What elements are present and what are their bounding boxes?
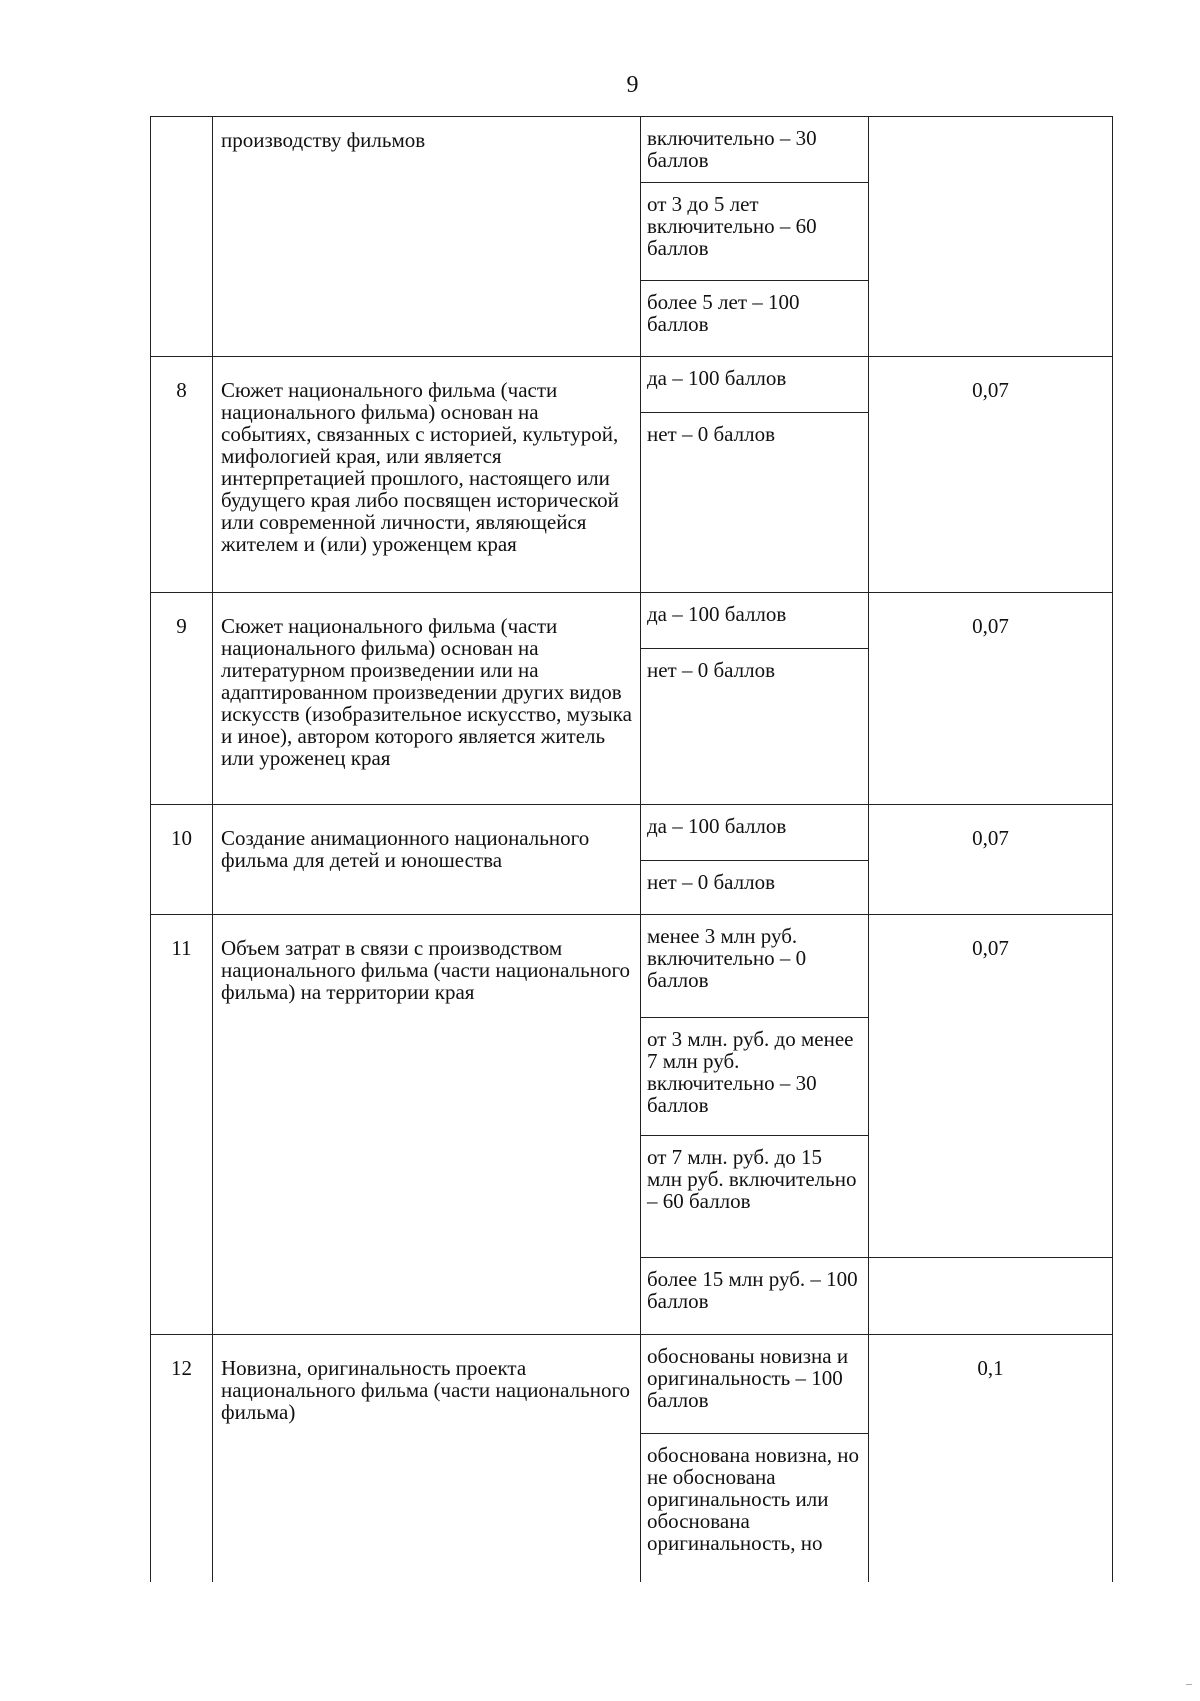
criterion-cell: Создание анимационного национального фильма для детей и юношества	[213, 805, 641, 915]
criterion-cell: Новизна, оригинальность проекта национального фильма (части национального фильма)	[213, 1335, 641, 1582]
score-option: от 7 млн. руб. до 15 млн руб. включительно – 60 баллов	[641, 1136, 869, 1258]
table-row	[151, 915, 1113, 1018]
page-number: 9	[626, 72, 639, 98]
table-row	[151, 805, 1113, 861]
weight-cell: 0,1	[869, 1335, 1113, 1582]
row-number-cell: 8	[151, 357, 213, 593]
score-option: менее 3 млн руб. включительно – 0 баллов	[641, 915, 869, 1018]
criteria-table	[150, 116, 1113, 1582]
score-option: да – 100 баллов	[641, 805, 869, 861]
score-option: да – 100 баллов	[641, 593, 869, 649]
row-number-cell: 12	[151, 1335, 213, 1582]
criterion-cell: Объем затрат в связи с производством национального фильма (части национального фильма) на территории края	[213, 915, 641, 1335]
table-row	[151, 117, 1113, 183]
row-number-cell: 11	[151, 915, 213, 1335]
table-row	[151, 357, 1113, 413]
score-option: обоснованы новизна и оригинальность – 100 баллов	[641, 1335, 869, 1434]
weight-cell: 0,07	[869, 357, 1113, 593]
row-number-cell: 10	[151, 805, 213, 915]
weight-cell: 0,07	[869, 593, 1113, 805]
score-option: от 3 млн. руб. до менее 7 млн руб. включительно – 30 баллов	[641, 1018, 869, 1136]
weight-cell: 0,07	[869, 915, 1113, 1258]
score-option: да – 100 баллов	[641, 357, 869, 413]
score-option: нет – 0 баллов	[641, 861, 869, 915]
row-number-cell	[151, 117, 213, 357]
score-option: более 5 лет – 100 баллов	[641, 281, 869, 357]
score-option: более 15 млн руб. – 100 баллов	[641, 1258, 869, 1335]
weight-cell	[869, 117, 1113, 357]
score-option: нет – 0 баллов	[641, 649, 869, 805]
table-row	[151, 593, 1113, 649]
scan-edge-mark: –	[1186, 1676, 1192, 1690]
criterion-cell: Сюжет национального фильма (части национального фильма) основан на событиях, связанных с историей, культурой, мифологией края, или является интерпретацией прошлого, настоящего или будущего края либо посвящен исторической или современной личности, являющейся жителем и (или) уроженцем края	[213, 357, 641, 593]
weight-cell: 0,07	[869, 805, 1113, 915]
criterion-cell: Сюжет национального фильма (части национального фильма) основан на литературном произведении или на адаптированном произведении других видов искусств (изобразительное искусство, музыка и иное), автором которого является житель или уроженец края	[213, 593, 641, 805]
criterion-cell: производству фильмов	[213, 117, 641, 357]
row-number-cell: 9	[151, 593, 213, 805]
score-option: от 3 до 5 лет включительно – 60 баллов	[641, 183, 869, 281]
score-option: нет – 0 баллов	[641, 413, 869, 593]
score-option: обоснована новизна, но не обоснована оригинальность или обоснована оригинальность, но	[641, 1434, 869, 1582]
table-row	[151, 1335, 1113, 1434]
weight-cell-empty	[869, 1258, 1113, 1335]
score-option: включительно – 30 баллов	[641, 117, 869, 183]
